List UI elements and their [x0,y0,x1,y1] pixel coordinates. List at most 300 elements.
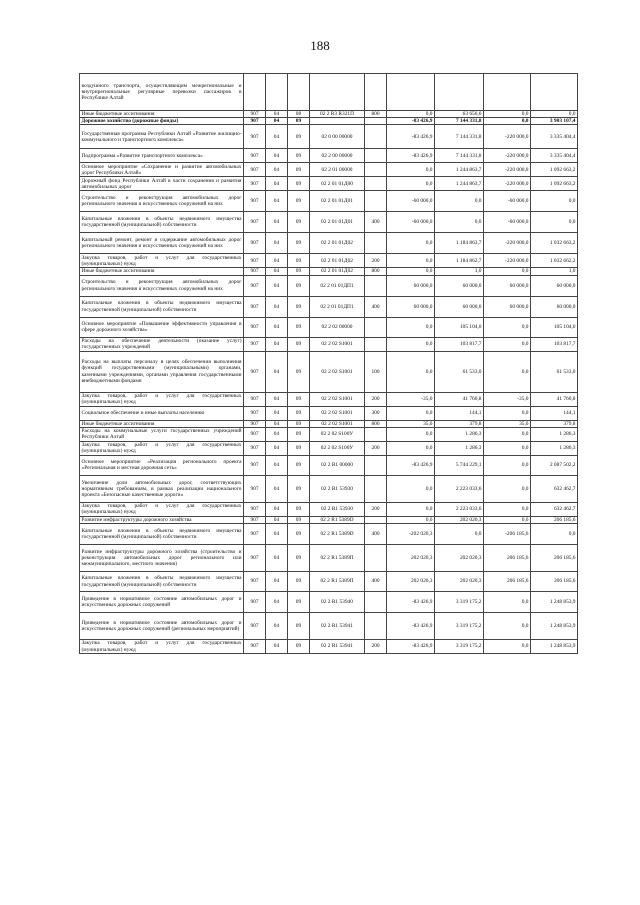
cell-rz: 04 [266,516,288,523]
cell-grbs: 907 [244,212,266,233]
cell-value-4: 206 185,6 [531,516,578,523]
cell-csr: 02 2 02 S1001 [310,337,365,351]
cell-value-1: -83 426,9 [387,592,435,613]
cell-vr [365,516,387,523]
cell-value-4: 1 032 662,2 [531,254,578,268]
cell-csr: 02 2 02 S100У [310,427,365,441]
cell-csr: 02 2 R1 53941 [310,640,365,654]
cell-value-3 [484,74,531,111]
cell-value-4: 632 462,7 [531,475,578,502]
cell-pr: 09 [288,640,310,654]
cell-value-1: 0,0 [387,254,435,268]
cell-name: Социальное обеспечение и иные выплаты населению [80,406,244,420]
cell-value-2: 61 533,0 [435,351,484,392]
cell-value-3: 0,0 [484,118,531,125]
cell-grbs: 907 [244,572,266,592]
cell-value-4: 41 760,8 [531,392,578,406]
cell-csr: 02 2 R1 5389П [310,545,365,572]
cell-grbs: 907 [244,427,266,441]
table-row [80,212,578,233]
cell-csr: 02 2 02 S1001 [310,420,365,427]
cell-vr [365,74,387,111]
cell-grbs: 907 [244,317,266,337]
cell-csr: 02 2 02 S1001 [310,406,365,420]
cell-csr: 02 2 02 S1001 [310,392,365,406]
cell-value-2: 63 656,6 [435,111,484,118]
cell-value-3: 0,0 [484,268,531,275]
cell-name: Расходы на коммунальные услуги государственных учреждений Республики Алтай [81,428,242,441]
cell-value-3: 0,0 [484,455,531,475]
cell-pr: 09 [288,149,310,163]
cell-grbs: 907 [244,275,266,296]
cell-value-3: -35,0 [484,392,531,406]
cell-vr: 400 [365,524,387,545]
page-number: 188 [310,38,330,53]
cell-value-3: 206 185,6 [484,572,531,592]
cell-vr: 400 [365,212,387,233]
cell-value-1: -60 000,0 [387,212,435,233]
cell-grbs: 907 [244,149,266,163]
cell-grbs: 907 [244,191,266,212]
cell-value-4: 0,0 [531,524,578,545]
cell-csr [310,74,365,111]
cell-value-2: 1 286,3 [435,441,484,455]
cell-vr [365,233,387,254]
cell-rz: 04 [266,118,288,125]
cell-value-4: 0,0 [531,191,578,212]
table-row [80,427,578,441]
cell-name: Государственная программа Республики Алтай «Развитие жилищно-коммунального и транспортного комплекса» [80,125,244,149]
cell-csr: 02 2 01 01ДП1 [310,296,365,317]
cell-vr [365,475,387,502]
cell-value-1: -60 000,0 [387,191,435,212]
cell-csr: 02 2 R3 R321П [310,111,365,118]
cell-value-2: 1 184 862,7 [435,254,484,268]
cell-vr [365,191,387,212]
cell-grbs: 907 [244,420,266,427]
cell-grbs: 907 [244,337,266,351]
cell-value-2: 60 000,0 [435,275,484,296]
cell-value-2: 1 184 863,7 [435,233,484,254]
table-row [80,406,578,420]
cell-value-3: 0,0 [484,317,531,337]
cell-value-3: -220 000,0 [484,254,531,268]
cell-rz: 04 [266,406,288,420]
cell-csr: 02 2 00 00000 [310,149,365,163]
table-row [80,420,578,427]
cell-value-4: 105 104,0 [531,317,578,337]
cell-name: Иные бюджетные ассигнования [80,420,244,427]
cell-vr: 200 [365,640,387,654]
cell-value-1: 0,0 [387,406,435,420]
cell-name: Развитие инфраструктуры дорожного хозяйства [80,516,244,523]
cell-grbs: 907 [244,392,266,406]
cell-value-1: -83 426,9 [387,455,435,475]
cell-value-4: 61 533,0 [531,351,578,392]
table-row [80,254,578,268]
cell-name: Расходы на обеспечение деятельности (оказание услуг) государственных учреждений [81,337,242,351]
cell-rz: 04 [266,111,288,118]
cell-csr: 02 2 R1 5389П [310,572,365,592]
cell-grbs: 907 [244,592,266,613]
table-row [80,296,578,317]
cell-rz: 04 [266,268,288,275]
cell-value-3: -220 000,0 [484,149,531,163]
cell-value-1: -83 426,9 [387,125,435,149]
cell-vr: 200 [365,254,387,268]
cell-value-2: 0,0 [435,524,484,545]
cell-csr: 02 2 01 01Д00 [310,177,365,191]
cell-value-4: 60 000,0 [531,296,578,317]
cell-pr: 09 [288,502,310,516]
cell-name: Строительство и реконструкция автомобильных дорог регионального значения и искусственных сооружений на них [80,275,244,296]
cell-vr: 400 [365,296,387,317]
table-row [80,233,578,254]
cell-value-2: 0,0 [435,191,484,212]
cell-value-1: 0,0 [387,475,435,502]
cell-rz: 04 [266,502,288,516]
cell-value-4: 206 185,6 [531,572,578,592]
cell-name: Приведение в нормативное состояние автомобильных дорог и искусственных дорожных сооружений (региональных мероприятий) [80,613,244,640]
cell-pr: 09 [288,163,310,177]
table-row [80,177,578,191]
cell-vr: 200 [365,441,387,455]
cell-value-1: 0,0 [387,111,435,118]
cell-grbs [244,74,266,111]
cell-pr: 09 [288,191,310,212]
cell-rz: 04 [266,254,288,268]
cell-value-3: 0,0 [484,427,531,441]
cell-rz: 04 [266,613,288,640]
cell-value-2: 1 244 863,7 [435,163,484,177]
cell-value-4: 3 335 404,4 [531,125,578,149]
cell-csr: 02 2 01 01Д02 [310,254,365,268]
cell-grbs: 907 [244,475,266,502]
cell-value-4: 103 817,7 [531,337,578,351]
cell-rz: 04 [266,125,288,149]
cell-pr: 09 [288,177,310,191]
cell-value-2: 1 286,3 [435,427,484,441]
cell-pr: 08 [288,111,310,118]
cell-pr: 09 [288,406,310,420]
cell-pr: 09 [288,524,310,545]
cell-value-2 [435,74,484,111]
table-row [80,475,578,502]
cell-vr: 800 [365,268,387,275]
cell-value-2: 7 144 331,8 [435,118,484,125]
cell-pr: 09 [288,275,310,296]
table-row [80,337,578,351]
cell-vr: 400 [365,572,387,592]
cell-name: Закупка товаров, работ и услуг для государственных (муниципальных) нужд [81,392,242,406]
cell-value-3: 60 000,0 [484,275,531,296]
cell-value-4: 60 000,0 [531,275,578,296]
table-row [80,572,578,592]
cell-pr: 09 [288,572,310,592]
cell-name: Дорожное хозяйство (дорожные фонды) [80,118,244,125]
cell-name: Капитальные вложения в объекты недвижимого имущества государственной (муниципальной) собственности [80,572,244,592]
cell-name: Дорожный фонд Республики Алтай в части сохранения и развития автомобильных дорог [81,177,242,190]
cell-rz [266,74,288,111]
cell-value-1: 0,0 [387,427,435,441]
cell-vr: 100 [365,351,387,392]
cell-value-2: 103 817,7 [435,337,484,351]
cell-value-1: 35,0 [387,420,435,427]
cell-value-2: 3 319 175,2 [435,613,484,640]
cell-value-3: 0,0 [484,502,531,516]
cell-value-1: 0,0 [387,502,435,516]
cell-value-4: 144,1 [531,406,578,420]
cell-csr: 02 2 01 01Д01 [310,191,365,212]
cell-pr: 09 [288,455,310,475]
cell-csr: 02 2 01 01Д02 [310,233,365,254]
cell-value-3: 35,0 [484,420,531,427]
cell-rz: 04 [266,191,288,212]
cell-value-4: 0,0 [531,111,578,118]
cell-value-2: 105 104,0 [435,317,484,337]
cell-name: Иные бюджетные ассигнования [80,268,244,275]
cell-grbs: 907 [244,613,266,640]
cell-rz: 04 [266,392,288,406]
cell-grbs: 907 [244,502,266,516]
cell-value-1: -83 426,9 [387,149,435,163]
cell-grbs: 907 [244,254,266,268]
cell-value-1: -202 020,3 [387,524,435,545]
cell-rz: 04 [266,545,288,572]
cell-value-4: 2 087 502,2 [531,455,578,475]
cell-csr: 02 2 02 00000 [310,317,365,337]
cell-rz: 04 [266,149,288,163]
cell-name: Иные бюджетные ассигнования [80,111,244,118]
cell-value-1: 0,0 [387,163,435,177]
cell-value-3: -220 000,0 [484,125,531,149]
cell-grbs: 907 [244,296,266,317]
cell-csr: 02 2 01 01Д01 [310,212,365,233]
table-row [80,455,578,475]
cell-value-2: 202 020,3 [435,516,484,523]
cell-value-1: 0,0 [387,317,435,337]
cell-value-2: 1 244 863,7 [435,177,484,191]
cell-pr: 09 [288,212,310,233]
cell-vr [365,592,387,613]
cell-value-4: 1 286,3 [531,427,578,441]
cell-grbs: 907 [244,177,266,191]
cell-value-3: 0,0 [484,640,531,654]
cell-vr: 300 [365,406,387,420]
cell-value-1: 60 000,0 [387,275,435,296]
cell-value-4: 1,0 [531,268,578,275]
cell-value-2: 41 760,8 [435,392,484,406]
cell-value-1 [387,74,435,111]
cell-value-3: -220 000,0 [484,233,531,254]
table-row [80,149,578,163]
cell-name: Основное мероприятие «Сохранение и развитие автомобильных дорог Республики Алтай» [81,163,242,176]
cell-value-3: 0,0 [484,516,531,523]
cell-grbs: 907 [244,268,266,275]
cell-rz: 04 [266,317,288,337]
cell-csr: 02 2 01 00000 [310,163,365,177]
cell-rz: 04 [266,163,288,177]
cell-vr [365,317,387,337]
cell-grbs: 907 [244,233,266,254]
cell-vr [365,177,387,191]
cell-vr [365,163,387,177]
cell-pr: 09 [288,118,310,125]
cell-value-4 [531,74,578,111]
cell-value-2: 7 144 331,8 [435,149,484,163]
cell-value-3: -220 000,0 [484,177,531,191]
cell-pr: 09 [288,427,310,441]
cell-name: Капитальный ремонт, ремонт и содержание автомобильных дорог регионального значения и искусственных сооружений на них [80,233,244,254]
cell-name: воздушного транспорта, осуществляющим межрегиональные и внутрирегиональные регулярные перевозки пассажиров в Республике Алтай [80,74,244,111]
cell-pr: 09 [288,268,310,275]
cell-pr: 09 [288,254,310,268]
table-row [80,392,578,406]
cell-grbs: 907 [244,125,266,149]
table-row [80,545,578,572]
cell-value-1: 202 020,3 [387,572,435,592]
cell-name: Капитальные вложения в объекты недвижимого имущества государственной (муниципальной) собственности [80,212,244,233]
cell-value-1: -83 426,9 [387,640,435,654]
cell-csr: 02 0 00 00000 [310,125,365,149]
table-row [80,502,578,516]
cell-value-4: 3 335 404,4 [531,149,578,163]
cell-rz: 04 [266,524,288,545]
cell-value-3: 206 185,6 [484,545,531,572]
cell-grbs: 907 [244,545,266,572]
table-row [80,74,578,111]
cell-pr: 09 [288,420,310,427]
cell-value-1: 0,0 [387,268,435,275]
table-row [80,351,578,392]
cell-vr: 200 [365,392,387,406]
cell-pr: 09 [288,475,310,502]
cell-value-4: 0,0 [531,212,578,233]
cell-grbs: 907 [244,163,266,177]
cell-value-3: 0,0 [484,406,531,420]
cell-pr: 09 [288,592,310,613]
cell-value-4: 1 248 853,9 [531,613,578,640]
cell-value-4: 3 903 107,4 [531,118,578,125]
budget-table [79,73,578,654]
table-row [80,613,578,640]
cell-rz: 04 [266,212,288,233]
cell-pr: 09 [288,516,310,523]
cell-value-3: 0,0 [484,337,531,351]
cell-rz: 04 [266,572,288,592]
cell-value-3: -220 000,0 [484,163,531,177]
cell-grbs: 907 [244,406,266,420]
table-row [80,191,578,212]
cell-rz: 04 [266,351,288,392]
cell-grbs: 907 [244,524,266,545]
cell-value-2: 3 319 175,2 [435,640,484,654]
cell-csr: 02 2 R1 5389D [310,516,365,523]
cell-value-1: -83 426,9 [387,613,435,640]
cell-value-4: 379,8 [531,420,578,427]
cell-name: Закупка товаров, работ и услуг для государственных (муниципальных) нужд [81,442,242,455]
cell-name: Капитальные вложения в объекты недвижимого имущества государственной (муниципальной) собственности [80,524,244,545]
cell-rz: 04 [266,275,288,296]
cell-value-4: 1 032 663,2 [531,233,578,254]
cell-value-3: -206 185,6 [484,524,531,545]
table-row [80,118,578,125]
cell-value-4: 632 462,7 [531,502,578,516]
cell-name: Подпрограмма «Развитие транспортного комплекса» [80,149,244,163]
cell-value-1: 60 000,0 [387,296,435,317]
cell-name: Приведение в нормативное состояние автомобильных дорог и искусственных дорожных сооружений [80,592,244,613]
cell-value-2: 5 744 229,1 [435,455,484,475]
cell-value-3: 0,0 [484,441,531,455]
cell-grbs: 907 [244,640,266,654]
cell-value-4: 206 185,6 [531,545,578,572]
cell-pr: 09 [288,317,310,337]
cell-rz: 04 [266,640,288,654]
cell-rz: 04 [266,337,288,351]
cell-csr: 02 2 R1 53930 [310,502,365,516]
cell-value-2: 60 000,0 [435,296,484,317]
cell-value-2: 2 223 033,6 [435,475,484,502]
cell-csr: 02 2 01 01ДП1 [310,275,365,296]
cell-name: Увеличение доли автомобильных дорог, соответствующих нормативным требованиям, в рамках реализации национального проекта «Безопасные качественные дороги» [80,475,244,502]
cell-name: Закупка товаров, работ и услуг для государственных (муниципальных) нужд [81,254,242,267]
cell-value-1: 0,0 [387,177,435,191]
cell-csr: 02 2 R1 53930 [310,475,365,502]
cell-name: Строительство и реконструкция автомобильных дорог регионального значения и искусственных сооружений на них [80,191,244,212]
table-row [80,592,578,613]
cell-value-3: -60 000,0 [484,191,531,212]
cell-name: Закупка товаров, работ и услуг для государственных (муниципальных) нужд [81,503,242,516]
cell-rz: 04 [266,420,288,427]
table-row [80,317,578,337]
table-row [80,268,578,275]
cell-vr: 800 [365,111,387,118]
cell-value-3: 0,0 [484,613,531,640]
cell-name: Закупка товаров, работ и услуг для государственных (муниципальных) нужд [81,640,242,653]
cell-value-3: 0,0 [484,592,531,613]
cell-value-2: 2 223 033,6 [435,502,484,516]
cell-value-4: 1 286,3 [531,441,578,455]
cell-pr: 09 [288,233,310,254]
cell-value-2: 144,1 [435,406,484,420]
cell-vr [365,125,387,149]
table-row [80,111,578,118]
cell-value-2: 202 020,3 [435,545,484,572]
cell-value-4: 1 092 663,2 [531,163,578,177]
cell-rz: 04 [266,233,288,254]
cell-csr: 02 2 02 S100У [310,441,365,455]
cell-value-1: -35,0 [387,392,435,406]
cell-rz: 04 [266,177,288,191]
cell-value-1: 0,0 [387,351,435,392]
cell-grbs: 907 [244,455,266,475]
cell-csr: 02 2 R1 53940 [310,592,365,613]
cell-pr: 09 [288,125,310,149]
cell-vr [365,149,387,163]
table-row [80,125,578,149]
cell-vr: 200 [365,502,387,516]
cell-pr [288,74,310,111]
cell-csr: 02 2 R1 00000 [310,455,365,475]
cell-value-2: 1,0 [435,268,484,275]
cell-value-1: 202 020,3 [387,545,435,572]
cell-vr [365,337,387,351]
cell-vr [365,613,387,640]
table-row [80,275,578,296]
cell-csr [310,118,365,125]
cell-value-1: -83 426,9 [387,118,435,125]
cell-csr: 02 2 R1 5389D [310,524,365,545]
